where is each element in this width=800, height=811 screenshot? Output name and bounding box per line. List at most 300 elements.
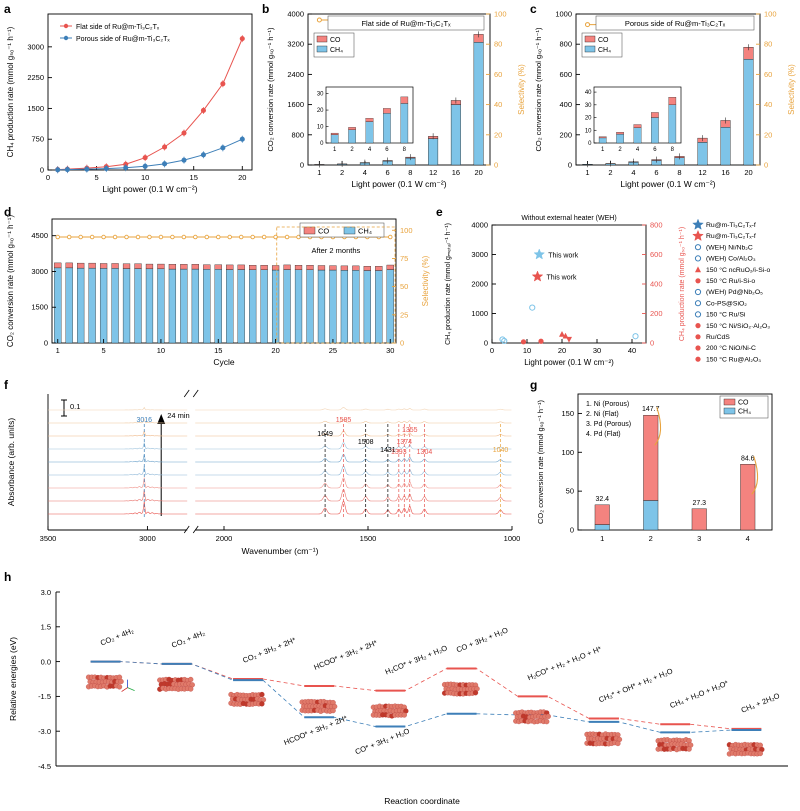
data-point <box>695 256 700 261</box>
bar-ch4 <box>451 105 461 165</box>
legend-note-item: 3. Pd (Porous) <box>586 421 632 428</box>
legend-item: 150 °C Ru/i-Si-o <box>706 278 756 285</box>
legend-item: (WEH) Co/Al₂O₃ <box>706 255 756 263</box>
panel-label-f: f <box>4 378 8 392</box>
bar-co <box>740 464 755 530</box>
state-label: CO₂ + 3H₂ + 2H* <box>241 635 297 665</box>
svg-text:800: 800 <box>559 39 572 49</box>
bar-ch4 <box>352 270 359 343</box>
x-axis-label-h: Reaction coordinate <box>384 796 460 806</box>
svg-text:20: 20 <box>494 130 503 140</box>
svg-text:0: 0 <box>400 338 405 348</box>
peak-label: 1374 <box>396 439 413 446</box>
svg-text:20: 20 <box>557 346 567 355</box>
svg-text:0: 0 <box>764 160 769 170</box>
svg-text:3000: 3000 <box>139 534 156 543</box>
spectrum-trace <box>48 431 511 436</box>
y-axis-label-e: CH₄ production rate (mmol gₘₑₜₐₗ⁻¹ h⁻¹) <box>445 223 452 345</box>
data-point <box>695 345 700 350</box>
svg-text:400: 400 <box>650 279 663 289</box>
data-point <box>695 312 700 317</box>
bar-co <box>123 264 130 269</box>
state-label: HCOO* + 3H₂ + 2H* <box>312 638 379 672</box>
svg-text:60: 60 <box>494 69 503 79</box>
bar-co <box>364 266 371 270</box>
legend-note-item: 4. Pd (Flat) <box>586 431 621 438</box>
svg-text:8: 8 <box>408 168 413 177</box>
svg-text:3000: 3000 <box>27 42 44 52</box>
bar-co <box>387 265 394 270</box>
y-axis-label-h: Relative energies (eV) <box>8 636 18 722</box>
svg-text:2: 2 <box>618 147 622 153</box>
svg-text:20: 20 <box>474 168 483 177</box>
peak-label: 1040 <box>492 447 509 454</box>
data-point-star <box>693 231 703 241</box>
peak-label: 3016 <box>136 417 153 424</box>
bar-ch4 <box>89 268 96 343</box>
data-point-star <box>693 219 703 229</box>
bar-ch4 <box>146 269 153 343</box>
svg-text:10: 10 <box>140 173 150 182</box>
panel-label-g: g <box>530 378 538 392</box>
y-axis-label-f: Absorbance (arb. units) <box>6 417 16 507</box>
svg-text:1: 1 <box>333 147 337 153</box>
svg-text:-3.0: -3.0 <box>38 727 51 736</box>
bar-ch4 <box>249 270 256 343</box>
annotation-this-work: This work <box>546 274 577 282</box>
svg-text:CH₄: CH₄ <box>738 408 751 416</box>
svg-text:6: 6 <box>654 168 659 177</box>
svg-text:CO: CO <box>738 399 749 407</box>
bar-ch4 <box>643 500 658 530</box>
scale-bar-label: 0.1 <box>70 402 81 411</box>
bar-co <box>284 265 291 270</box>
bar-ch4 <box>474 42 484 165</box>
bar-co <box>77 263 84 268</box>
svg-text:20: 20 <box>584 115 592 122</box>
legend-item: 150 °C Ru@Al₂O₃ <box>706 356 762 364</box>
data-point <box>695 289 700 294</box>
bar-co <box>341 266 348 270</box>
legend-item: Flat side of Ru@m-Ti₃C₂Tₓ <box>76 23 160 31</box>
bar-ch4 <box>341 270 348 343</box>
svg-text:1000: 1000 <box>555 9 572 19</box>
svg-text:15: 15 <box>214 346 223 355</box>
svg-text:-1.5: -1.5 <box>38 692 51 702</box>
chart-title-b: Flat side of Ru@m-Ti₃C₂Tₓ <box>361 19 451 28</box>
annotation-time: 24 min <box>167 411 190 420</box>
chart-panel-g <box>530 378 800 570</box>
data-point-star <box>534 249 544 259</box>
molecular-model <box>86 675 123 690</box>
svg-text:25: 25 <box>400 310 409 320</box>
x-axis-label-d: Cycle <box>213 357 235 367</box>
bar-ch4 <box>272 270 279 343</box>
bar-ch4 <box>215 269 222 343</box>
svg-text:800: 800 <box>291 130 304 140</box>
bar-ch4 <box>226 270 233 343</box>
x-axis-label-f: Wavenumber (cm⁻¹) <box>241 546 319 556</box>
data-point <box>633 334 638 339</box>
data-point-star <box>532 271 542 281</box>
svg-text:8: 8 <box>670 147 674 153</box>
legend-item: (WEH) Ni/Nb₂C <box>706 244 753 252</box>
svg-text:20: 20 <box>238 173 247 182</box>
svg-text:1600: 1600 <box>287 100 304 110</box>
legend-item: Ru/CdS <box>706 334 730 341</box>
chart-panel-f <box>0 378 530 570</box>
svg-text:8: 8 <box>677 168 682 177</box>
svg-text:3000: 3000 <box>31 266 48 276</box>
svg-text:15: 15 <box>189 173 198 182</box>
svg-text:1500: 1500 <box>359 534 377 543</box>
data-point <box>695 357 700 362</box>
svg-text:30: 30 <box>316 91 324 98</box>
chart-panel-b <box>262 0 530 205</box>
bar-ch4 <box>284 270 291 343</box>
svg-text:60: 60 <box>764 69 773 79</box>
annotation-after-2-months: After 2 months <box>311 246 361 255</box>
peak-label: 1508 <box>357 439 374 446</box>
state-label: CO₂ + 4H₂ <box>98 625 136 648</box>
chart-title-c: Porous side of Ru@m-Ti₃C₂Tₓ <box>624 19 726 28</box>
panel-label-a: a <box>4 2 11 16</box>
svg-text:100: 100 <box>400 225 413 235</box>
bar-ch4 <box>180 269 187 343</box>
bar-co <box>135 264 142 269</box>
x-axis-label-b: Light power (0.1 W cm⁻²) <box>351 179 447 189</box>
peak-label: 1585 <box>335 417 352 424</box>
x-axis-label-a: Light power (0.1 W cm⁻²) <box>102 184 198 194</box>
legend-item: Ru@m-Ti₃C₂Tₓ-f <box>706 233 756 241</box>
panel-label-d: d <box>4 205 12 219</box>
bar-ch4 <box>157 269 164 343</box>
svg-text:16: 16 <box>721 168 730 177</box>
molecular-model <box>371 704 408 719</box>
panel-label-e: e <box>436 205 443 219</box>
panel-label-c: c <box>530 2 537 16</box>
bar-co <box>307 265 314 270</box>
spectrum-trace <box>48 454 511 462</box>
svg-text:CO: CO <box>318 226 330 236</box>
svg-text:3.0: 3.0 <box>40 587 51 597</box>
spectrum-trace <box>48 501 511 514</box>
svg-text:0: 0 <box>650 338 655 348</box>
svg-text:0: 0 <box>494 160 499 170</box>
state-label: CH₃* + OH* + H₂ + H₂O <box>597 666 675 705</box>
svg-text:CH₄: CH₄ <box>358 226 372 236</box>
svg-text:4: 4 <box>631 168 636 177</box>
molecular-model <box>229 692 266 707</box>
bar-co <box>169 264 176 269</box>
molecular-model <box>513 710 550 725</box>
legend-item: Ru@m-Ti₃C₂Tₓ-f <box>706 222 756 229</box>
svg-text:20: 20 <box>744 168 753 177</box>
state-label: CH₄ + 2H₂O <box>739 691 781 715</box>
svg-text:200: 200 <box>559 130 572 140</box>
molecular-model <box>727 742 764 756</box>
bar-ch4 <box>387 270 394 343</box>
peak-label: 1304 <box>416 449 433 456</box>
bar-co <box>375 266 382 270</box>
svg-text:6: 6 <box>385 168 390 177</box>
bar-ch4 <box>428 139 438 165</box>
panel-label-h: h <box>4 570 12 584</box>
svg-text:0: 0 <box>483 338 488 348</box>
svg-text:0: 0 <box>43 338 48 348</box>
svg-text:100: 100 <box>561 447 574 457</box>
svg-text:3500: 3500 <box>39 534 57 543</box>
bar-ch4 <box>295 270 302 343</box>
spectrum-trace <box>48 419 511 423</box>
bar-ch4 <box>307 270 314 343</box>
bar-ch4 <box>123 269 130 343</box>
svg-text:40: 40 <box>764 100 773 110</box>
y2-axis-label-c: Selectivity (%) <box>787 64 796 115</box>
bar-ch4 <box>54 268 61 343</box>
svg-text:750: 750 <box>31 134 44 144</box>
svg-text:30: 30 <box>386 346 395 355</box>
molecular-model <box>442 682 479 697</box>
svg-text:0: 0 <box>588 141 592 147</box>
data-point <box>695 323 700 328</box>
bar-co <box>89 263 96 268</box>
bar-co <box>595 505 610 525</box>
legend-note-item: 1. Ni (Porous) <box>586 401 630 408</box>
svg-text:4000: 4000 <box>287 9 304 19</box>
peak-label: 1649 <box>317 431 333 438</box>
chart-panel-d <box>0 205 436 378</box>
svg-text:10: 10 <box>316 124 324 131</box>
bar-co <box>329 266 336 270</box>
bar-co <box>352 266 359 270</box>
svg-text:1500: 1500 <box>31 302 48 312</box>
svg-text:0: 0 <box>320 141 324 147</box>
data-point <box>695 301 700 306</box>
bar-value-label: 32.4 <box>595 495 610 503</box>
svg-text:1: 1 <box>55 346 60 355</box>
svg-text:20: 20 <box>271 346 280 355</box>
plot-frame-e <box>492 225 646 343</box>
svg-text:4: 4 <box>367 147 372 153</box>
bar-ch4 <box>77 268 84 343</box>
bar-ch4 <box>112 268 119 343</box>
legend-item: 150 °C Ru/Si <box>706 311 746 319</box>
series-line <box>58 39 243 170</box>
y-axis-label-b: CO₂ conversion rate (mmol gₛₒ⁻¹ h⁻¹) <box>266 27 275 152</box>
svg-text:1000: 1000 <box>503 534 521 543</box>
svg-text:50: 50 <box>565 486 574 496</box>
svg-text:0: 0 <box>489 346 495 355</box>
svg-text:-4.5: -4.5 <box>38 761 51 771</box>
svg-text:16: 16 <box>451 168 461 177</box>
chart-panel-e <box>436 205 800 378</box>
spectrum-trace <box>48 407 511 410</box>
svg-text:25: 25 <box>328 346 338 355</box>
bar-co <box>192 264 199 269</box>
svg-text:30: 30 <box>584 102 592 109</box>
bar-value-label: 84.6 <box>740 455 755 463</box>
legend-item: 150 °C ncRuO₂/i-Si-o <box>706 266 771 274</box>
svg-text:200: 200 <box>650 309 663 318</box>
svg-text:0: 0 <box>299 160 304 170</box>
data-point <box>695 334 700 339</box>
svg-text:12: 12 <box>428 168 438 177</box>
svg-text:4: 4 <box>635 147 640 153</box>
y-axis-label-a: CH₄ production rate (mmol gₛₒ⁻¹ h⁻¹) <box>6 26 15 158</box>
bar-co <box>203 265 210 270</box>
svg-text:6: 6 <box>385 147 389 153</box>
legend-item: (WEH) Pd@Nb₂O₅ <box>706 289 763 297</box>
svg-text:10: 10 <box>156 346 166 355</box>
svg-text:2000: 2000 <box>215 534 233 543</box>
legend-item: 200 °C NiO/Ni-C <box>706 345 756 353</box>
svg-text:CH₄: CH₄ <box>598 47 611 54</box>
svg-text:1: 1 <box>601 147 605 153</box>
bar-co <box>215 265 222 270</box>
svg-text:1000: 1000 <box>471 309 488 318</box>
svg-text:50: 50 <box>400 282 409 292</box>
svg-text:1500: 1500 <box>27 103 44 113</box>
bar-ch4 <box>364 271 371 343</box>
bar-co <box>112 263 119 268</box>
spectrum-trace <box>48 466 511 475</box>
svg-text:100: 100 <box>494 9 507 19</box>
state-label: CO + 3H₂ + H₂O <box>454 625 510 655</box>
bar-ch4 <box>169 269 176 343</box>
bar-ch4 <box>261 270 268 343</box>
data-point <box>695 245 700 250</box>
bar-co <box>54 263 61 268</box>
svg-text:10: 10 <box>584 128 592 135</box>
peak-label: 1393 <box>391 449 407 456</box>
svg-text:0: 0 <box>569 525 574 535</box>
svg-text:3000: 3000 <box>471 250 488 259</box>
svg-text:1: 1 <box>317 168 322 177</box>
bar-co <box>238 265 245 270</box>
legend-note-item: 2. Ni (Flat) <box>586 411 619 418</box>
svg-text:4: 4 <box>745 534 750 543</box>
chart-panel-c <box>530 0 800 205</box>
legend-item: Porous side of Ru@m-Ti₃C₂Tₓ <box>76 35 170 43</box>
svg-text:1: 1 <box>585 168 590 177</box>
svg-text:600: 600 <box>559 69 572 79</box>
bar-co <box>295 265 302 270</box>
svg-text:4500: 4500 <box>31 231 48 241</box>
bar-value-label: 27.3 <box>692 499 707 507</box>
data-point <box>538 339 543 344</box>
svg-text:5: 5 <box>101 346 106 355</box>
svg-text:0: 0 <box>39 165 44 175</box>
svg-text:80: 80 <box>764 39 773 49</box>
chart-panel-h <box>0 570 800 811</box>
svg-text:100: 100 <box>764 9 777 19</box>
molecular-model <box>157 677 194 692</box>
svg-text:150: 150 <box>561 408 574 418</box>
svg-text:1: 1 <box>600 534 605 543</box>
svg-text:6: 6 <box>653 147 657 153</box>
y2-axis-label-b: Selectivity (%) <box>517 64 526 115</box>
chart-panel-a <box>0 0 262 205</box>
svg-text:40: 40 <box>584 90 592 97</box>
bar-co <box>180 264 187 269</box>
svg-text:2: 2 <box>608 168 613 177</box>
bar-ch4 <box>595 525 610 530</box>
panel-label-b: b <box>262 2 270 16</box>
state-label: H₂CO* + 3H₂ + H₂O <box>383 643 449 677</box>
svg-text:800: 800 <box>650 220 663 230</box>
svg-text:2400: 2400 <box>287 69 304 79</box>
svg-text:1.5: 1.5 <box>40 622 51 632</box>
annotation-this-work: This work <box>548 252 579 260</box>
bar-co <box>261 265 268 270</box>
bar-ch4 <box>698 142 708 165</box>
bar-co <box>226 265 233 270</box>
svg-text:0: 0 <box>45 173 51 182</box>
svg-text:4000: 4000 <box>471 220 488 230</box>
svg-text:CO: CO <box>598 37 609 44</box>
data-point <box>521 339 526 344</box>
data-point-triangle <box>695 266 701 272</box>
state-label: CO₂ + 4H₂ <box>170 628 207 650</box>
data-point <box>695 278 700 283</box>
svg-text:600: 600 <box>650 250 663 259</box>
svg-text:5: 5 <box>94 173 99 182</box>
bar-co <box>157 264 164 269</box>
x-axis-label-c: Light power (0.1 W cm⁻²) <box>620 179 716 189</box>
molecular-model <box>585 732 622 747</box>
bar-co <box>146 264 153 269</box>
svg-text:0: 0 <box>567 160 572 170</box>
svg-text:0.0: 0.0 <box>40 657 51 667</box>
svg-text:4: 4 <box>362 168 367 177</box>
bar-co <box>272 266 279 271</box>
svg-text:8: 8 <box>402 147 406 153</box>
svg-text:20: 20 <box>764 130 773 140</box>
svg-text:75: 75 <box>400 253 409 263</box>
molecular-model <box>300 699 337 714</box>
bar-co <box>318 266 325 271</box>
bar-value-label: 147.7 <box>641 406 660 414</box>
data-point-triangle <box>566 337 572 343</box>
svg-text:80: 80 <box>494 39 503 49</box>
svg-text:3: 3 <box>697 534 702 543</box>
bar-co <box>692 509 707 530</box>
svg-text:CH₄: CH₄ <box>330 47 343 54</box>
svg-text:20: 20 <box>316 108 324 115</box>
molecular-model <box>656 737 693 752</box>
svg-text:40: 40 <box>627 346 637 355</box>
bar-ch4 <box>100 268 107 343</box>
data-point <box>530 305 535 310</box>
state-label: HCOO* + 3H₂ + 2H* <box>282 713 349 748</box>
state-label: CO* + 3H₂ + H₂O <box>353 726 411 757</box>
chart-title-e: Without external heater (WEH) <box>521 215 617 222</box>
bar-ch4 <box>329 270 336 343</box>
svg-text:2: 2 <box>648 534 653 543</box>
x-axis-label-e: Light power (0.1 W cm⁻²) <box>524 358 614 367</box>
bar-ch4 <box>135 269 142 343</box>
spectrum-trace <box>48 443 511 450</box>
bar-ch4 <box>66 268 73 343</box>
bar-ch4 <box>192 269 199 343</box>
y-axis-label-c: CO₂ conversion rate (mmol gₛₒ⁻¹ h⁻¹) <box>534 27 543 152</box>
svg-text:400: 400 <box>559 100 572 110</box>
bar-ch4 <box>375 271 382 343</box>
spectrum-trace <box>48 489 511 501</box>
bar-ch4 <box>238 270 245 343</box>
bar-ch4 <box>318 270 325 343</box>
